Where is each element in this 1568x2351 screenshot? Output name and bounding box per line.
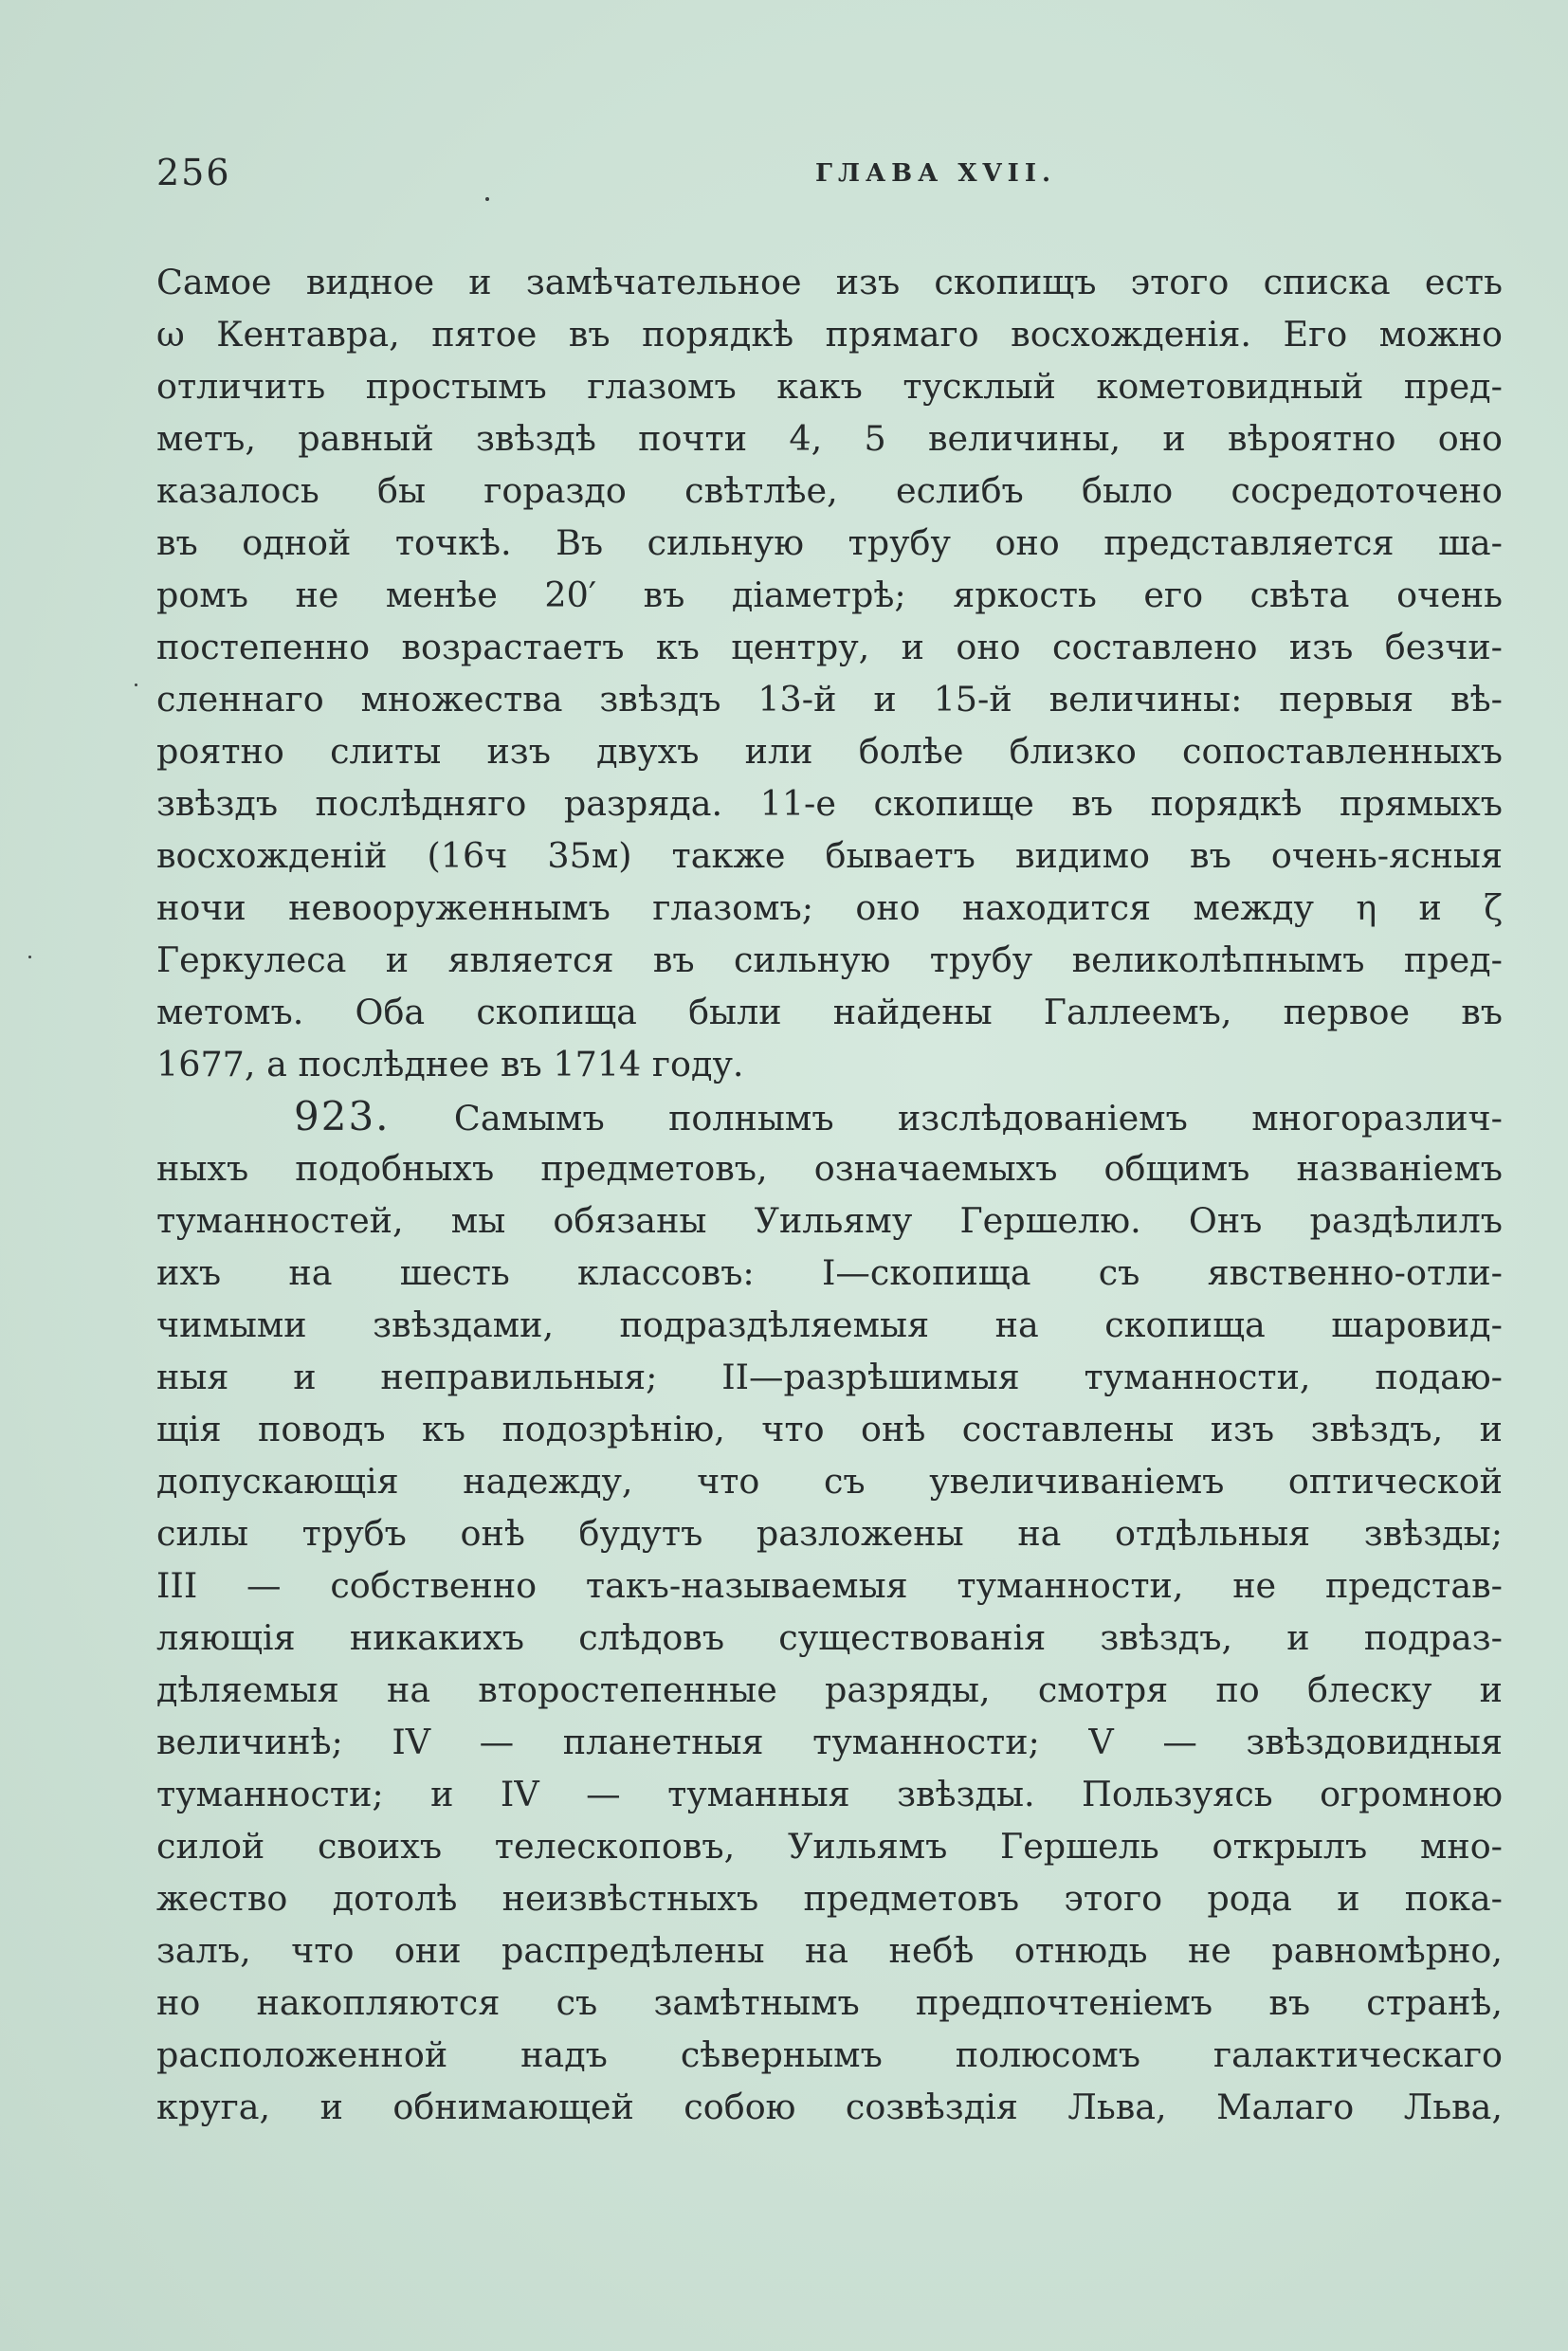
text-line: допускающія надежду, что съ увеличиваніемъ оптической [156, 1461, 1503, 1502]
text-line: силы трубъ онѣ будутъ разложены на отдѣльныя звѣзды; [156, 1513, 1503, 1554]
text-line: звѣздъ послѣдняго разряда. 11-е скопище въ порядкѣ прямыхъ [156, 783, 1503, 824]
text-line: величинѣ; IV — планетныя туманности; V — звѣздовидныя [156, 1722, 1503, 1762]
text-line: силой своихъ телескоповъ, Уильямъ Гершель открылъ мно- [156, 1826, 1503, 1867]
text-line: залъ, что они распредѣлены на небѣ отнюдь не равномѣрно, [156, 1930, 1503, 1971]
text-line: жество дотолѣ неизвѣстныхъ предметовъ этого рода и пока- [156, 1878, 1503, 1919]
text-line: отличить простымъ глазомъ какъ тусклый кометовидный пред- [156, 366, 1503, 407]
text-line: Геркулеса и является въ сильную трубу великолѣпнымъ пред- [156, 939, 1503, 980]
body-text [156, 256, 1503, 2133]
text-line: Самое видное и замѣчательное изъ скопищъ этого списка есть [156, 262, 1503, 302]
page-number: 256 [156, 152, 231, 193]
text-line: метъ, равный звѣздѣ почти 4, 5 величины, и вѣроятно оно [156, 418, 1503, 459]
text-line: ночи невооруженнымъ глазомъ; оно находится между η и ζ [156, 887, 1503, 928]
text-line: ромъ не менѣе 20′ въ діаметрѣ; яркость его свѣта очень [156, 574, 1503, 615]
print-speck [135, 683, 137, 686]
text-line: ныхъ подобныхъ предметовъ, означаемыхъ общимъ названіемъ [156, 1148, 1503, 1189]
section-number: 923. [294, 1093, 391, 1139]
text-line: ныя и неправильныя; II—разрѣшимыя туманности, подаю- [156, 1357, 1503, 1397]
text-line: но накопляются съ замѣтнымъ предпочтеніемъ въ странѣ, [156, 1982, 1503, 2023]
text-line: круга, и обнимающей собою созвѣздія Льва, Малаго Льва, [156, 2087, 1503, 2127]
text-line: туманностей, мы обязаны Уильяму Гершелю. Онъ раздѣлилъ [156, 1200, 1503, 1241]
text-line: туманности; и IV — туманныя звѣзды. Пользуясь огромною [156, 1774, 1503, 1814]
text-line: казалось бы гораздо свѣтлѣе, еслибъ было сосредоточено [156, 470, 1503, 511]
text-line: роятно слиты изъ двухъ или болѣе близко сопоставленныхъ [156, 731, 1503, 772]
text-line: дѣляемыя на второстепенные разряды, смотря по блеску и [156, 1669, 1503, 1710]
section-first-line [156, 1090, 1503, 1142]
text-line: чимыми звѣздами, подраздѣляемыя на скопища шаровид- [156, 1304, 1503, 1345]
text-line: сленнаго множества звѣздъ 13-й и 15-й величины: первыя вѣ- [156, 679, 1503, 720]
text-line: ихъ на шесть классовъ: I—скопища съ явственно-отли- [156, 1252, 1503, 1293]
text-line: ляющія никакихъ слѣдовъ существованія звѣздъ, и подраз- [156, 1617, 1503, 1658]
text-line: метомъ. Оба скопища были найдены Галлеемъ, первое въ [156, 992, 1503, 1032]
running-title: ГЛАВА XVII. [815, 159, 1057, 188]
text-line: расположенной надъ сѣвернымъ полюсомъ галактическаго [156, 2034, 1503, 2075]
text-line: щія поводъ къ подозрѣнію, что онѣ составлены изъ звѣздъ, и [156, 1409, 1503, 1449]
text-line: 1677, а послѣднее въ 1714 году. [156, 1044, 744, 1084]
print-speck [28, 956, 31, 958]
page-header [156, 152, 1503, 199]
text-line: восхожденій (16ч 35м) также бываетъ видимо въ очень-ясныя [156, 835, 1503, 876]
text-line: постепенно возрастаетъ къ центру, и оно составлено изъ безчи- [156, 627, 1503, 667]
text-line: ω Кентавра, пятое въ порядкѣ прямаго восхожденія. Его можно [156, 314, 1503, 355]
text-line: въ одной точкѣ. Въ сильную трубу оно представляется ша- [156, 522, 1503, 563]
text-fragment: Самымъ полнымъ изслѣдованіемъ многоразлич- [453, 1098, 1503, 1139]
text-line: III — собственно такъ-называемыя туманности, не представ- [156, 1565, 1503, 1606]
